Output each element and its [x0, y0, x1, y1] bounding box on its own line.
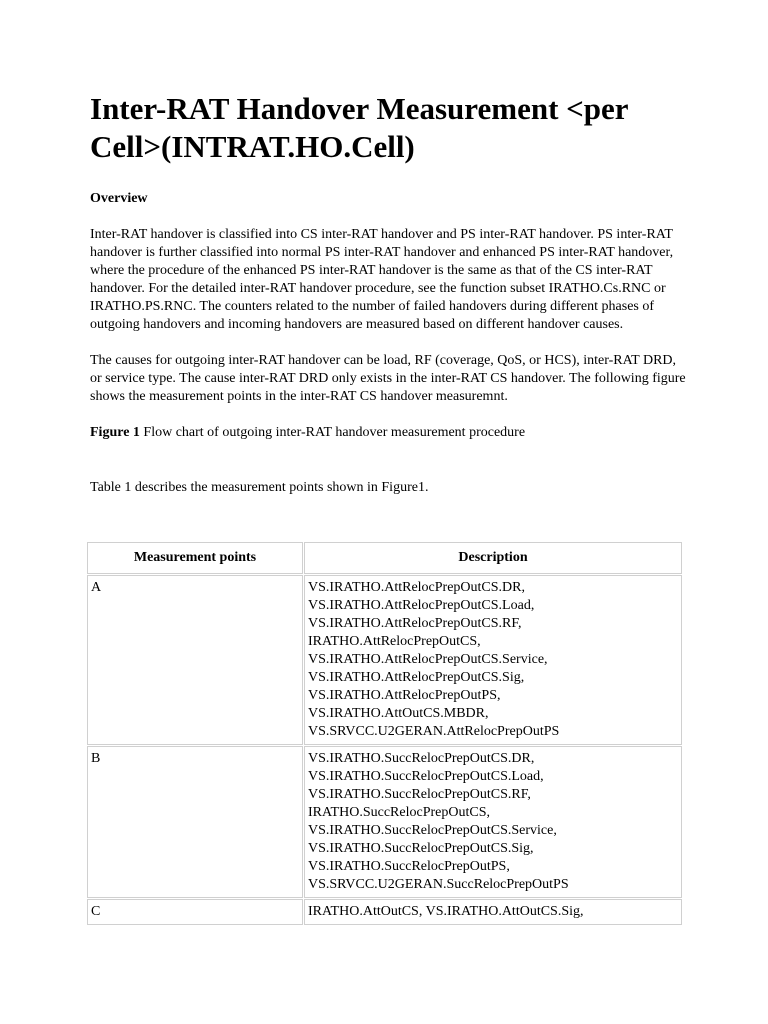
counter-name: VS.IRATHO.SuccRelocPrepOutCS.Sig,	[308, 841, 534, 856]
document-body	[90, 90, 690, 497]
counter-name: VS.IRATHO.SuccRelocPrepOutPS,	[308, 859, 510, 874]
counter-name: VS.SRVCC.U2GERAN.SuccRelocPrepOutPS	[308, 877, 569, 892]
counter-name: VS.IRATHO.AttRelocPrepOutCS.RF,	[308, 616, 522, 631]
counter-name: IRATHO.AttRelocPrepOutCS,	[308, 634, 481, 649]
causes-paragraph: The causes for outgoing inter-RAT handover can be load, RF (coverage, QoS, or HCS), inter-RAT DRD, or service type. The cause inter-RAT DRD only exists in the inter-RAT CS handover. The following figure shows the measurement points in the inter-RAT CS handover measuremnt.	[90, 353, 686, 404]
table-row	[87, 899, 682, 925]
counter-name: VS.IRATHO.AttRelocPrepOutCS.Service,	[308, 652, 548, 667]
overview-paragraph: Inter-RAT handover is classified into CS inter-RAT handover and PS inter-RAT handover. PS inter-RAT handover is further classified into normal PS inter-RAT handover and enhanced PS inter-RAT handover, where the procedure of the enhanced PS inter-RAT handover is the same as that of the CS inter-RAT handover. For the detailed inter-RAT handover procedure, see the function subset IRATHO.Cs.RNC or IRATHO.PS.RNC. The counters related to the number of failed handovers during different phases of outgoing handovers and incoming handovers are measured based on different handover causes.	[90, 227, 674, 332]
header-measurement-points: Measurement points	[87, 542, 303, 574]
figure-label: Figure 1	[90, 425, 140, 440]
counter-name: VS.IRATHO.SuccRelocPrepOutCS.Load,	[308, 769, 544, 784]
measurement-point-cell: B	[87, 746, 303, 898]
overview-heading: Overview	[90, 191, 148, 206]
description-cell	[304, 899, 682, 925]
table-body	[87, 575, 682, 925]
counter-name: VS.IRATHO.AttRelocPrepOutPS,	[308, 688, 501, 703]
page-title: Inter-RAT Handover Measurement <per Cell>(INTRAT.HO.Cell)	[90, 91, 629, 164]
table-row	[87, 575, 682, 745]
counter-name: VS.IRATHO.AttRelocPrepOutCS.Load,	[308, 598, 535, 613]
measurement-point-cell: A	[87, 575, 303, 745]
counter-name: VS.IRATHO.AttRelocPrepOutCS.Sig,	[308, 670, 525, 685]
table-header-row	[87, 542, 682, 574]
measurement-point-cell: C	[87, 899, 303, 925]
counter-name: VS.IRATHO.AttRelocPrepOutCS.DR,	[308, 580, 526, 595]
figure-caption	[90, 424, 690, 442]
counter-name: VS.IRATHO.SuccRelocPrepOutCS.DR,	[308, 751, 535, 766]
counter-name: IRATHO.SuccRelocPrepOutCS,	[308, 805, 490, 820]
counter-name: IRATHO.AttOutCS, VS.IRATHO.AttOutCS.Sig,	[308, 904, 584, 919]
description-cell	[304, 575, 682, 745]
header-description: Description	[304, 542, 682, 574]
table-intro: Table 1 describes the measurement points shown in Figure1.	[90, 480, 429, 495]
counter-name: VS.SRVCC.U2GERAN.AttRelocPrepOutPS	[308, 724, 560, 739]
measurement-points-table	[86, 541, 683, 926]
table-row	[87, 746, 682, 898]
counter-name: VS.IRATHO.AttOutCS.MBDR,	[308, 706, 489, 721]
counter-name: VS.IRATHO.SuccRelocPrepOutCS.RF,	[308, 787, 531, 802]
figure-caption-text: Flow chart of outgoing inter-RAT handover measurement procedure	[139, 425, 526, 440]
description-cell	[304, 746, 682, 898]
counter-name: VS.IRATHO.SuccRelocPrepOutCS.Service,	[308, 823, 557, 838]
